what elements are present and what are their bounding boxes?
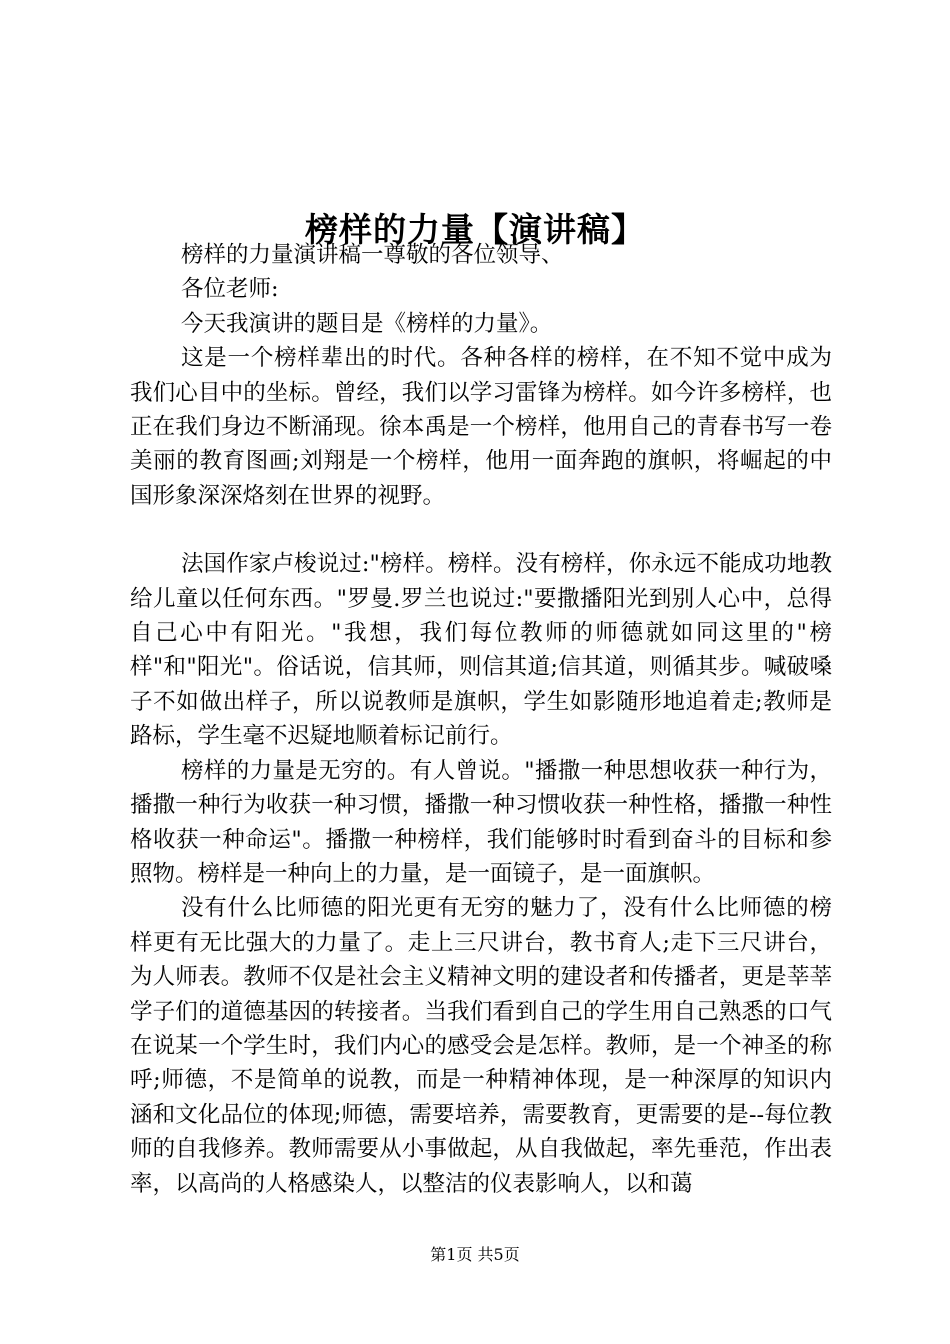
paragraph-audience: 各位老师: <box>181 276 279 303</box>
paragraph-teacher-ethics: 没有什么比师德的阳光更有无穷的魅力了，没有什么比师德的榜样更有无比强大的力量了。走上三尺讲台，教书育人;走下三尺讲台，为人师表。教师不仅是社会主义精神文明的建设者和传播者，更是莘莘学子们的道德基因的转接者。当我们看到自己的学生用自己熟悉的口气在说某一个学生时，我们内心的感受会是怎样。教师，是一个神圣的称呼;师德，不是简单的说教，而是一种精神体现，是一种深厚的知识内涵和文化品位的体现;师德，需要培养，需要教育，更需要的是--每位教师的自我修养。教师需要从小事做起，从自我做起，率先垂范，作出表率，以高尚的人格感染人，以整洁的仪表影响人，以和蔼 <box>130 895 832 1197</box>
paragraph-salutation: 榜样的力量演讲稿一尊敬的各位领导、 <box>181 242 564 268</box>
paragraph-rousseau-quote: 法国作家卢梭说过:"榜样。榜样。没有榜样，你永远不能成功地教给儿童以任何东西。"罗曼.罗兰也说过:"要撒播阳光到别人心中，总得自己心中有阳光。"我想，我们每位教师的师德就如同这里的"榜样"和"阳光"。俗话说，信其师，则信其道;信其道，则循其步。喊破嗓子不如做出样子，所以说教师是旗帜，学生如影随形地追着走;教师是路标，学生毫不迟疑地顺着标记前行。 <box>130 551 832 750</box>
paragraph-topic: 今天我演讲的题目是《榜样的力量》。 <box>181 310 553 337</box>
paragraph-power-is-infinite: 榜样的力量是无穷的。有人曾说。"播撒一种思想收获一种行为，播撒一种行为收获一种习惯，播撒一种习惯收获一种性格，播撒一种性格收获一种命运"。播撒一种榜样，我们能够时时看到奋斗的目标和参照物。榜样是一种向上的力量，是一面镜子，是一面旗帜。 <box>130 757 832 887</box>
document-title: 榜样的力量【演讲稿】 <box>305 210 645 250</box>
document-body <box>130 238 832 1201</box>
page-footer: 第1页 共5页 <box>430 1245 520 1264</box>
paragraph-era-of-role-models: 这是一个榜样辈出的时代。各种各样的榜样，在不知不觉中成为我们心目中的坐标。曾经，我们以学习雷锋为榜样。如今许多榜样，也正在我们身边不断涌现。徐本禹是一个榜样，他用自己的青春书写一卷美丽的教育图画;刘翔是一个榜样，他用一面奔跑的旗帜，将崛起的中国形象深深烙刻在世界的视野。 <box>130 345 832 509</box>
